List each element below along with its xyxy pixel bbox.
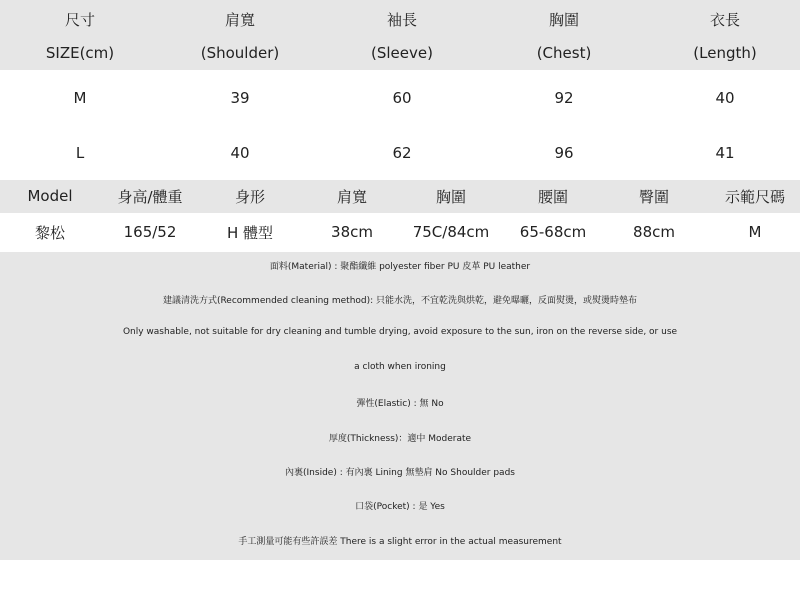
model-header-body-shape: 身形 (234, 187, 266, 206)
washing-en-line: Only washable, not suitable for dry cleaning and tumble drying, avoid exposure to the sun, iron on the reverse side, or use (122, 327, 678, 337)
model-height-weight: 165/52 (123, 223, 177, 241)
model-header-size-worn: 示範尺碼 (724, 187, 786, 206)
size-header-zh-row (0, 2, 800, 36)
size-header-en-size: SIZE(cm) (45, 44, 115, 62)
size-header-en-sleeve: (Sleeve) (371, 44, 433, 62)
size-header-zh-shoulder: 肩寬 (224, 10, 256, 29)
sleeve-value: 62 (392, 144, 412, 162)
model-size-worn: M (748, 223, 762, 241)
size-header-zh-size: 尺寸 (64, 10, 96, 29)
model-waist: 65-68cm (519, 223, 587, 241)
measurement-note: 手工測量可能有些許誤差 There is a slight error in the actual measurement (238, 537, 562, 547)
size-header-en-shoulder: (Shoulder) (200, 44, 280, 62)
model-header-height-weight: 身高/體重 (117, 187, 183, 206)
model-header-waist: 腰圍 (537, 187, 569, 206)
washing-en-line-2: a cloth when ironing (354, 362, 446, 372)
inside-line: 內裏(Inside) : 有內裏 Lining 無墊肩 No Shoulder pads (285, 468, 515, 478)
size-header-zh-length: 衣長 (709, 10, 741, 29)
size-header-en-chest: (Chest) (536, 44, 592, 62)
model-body-shape: H 體型 (226, 223, 274, 242)
model-header-row (0, 179, 800, 213)
size-header-en-row (0, 36, 800, 70)
model-name: 黎松 (34, 223, 66, 242)
size-row-m (0, 81, 800, 115)
size-header-en-length: (Length) (693, 44, 757, 62)
elastic-line: 彈性(Elastic) : 無 No (356, 399, 444, 409)
chest-value: 96 (554, 144, 574, 162)
pocket-line: 口袋(Pocket) : 是 Yes (355, 502, 445, 512)
model-shoulder: 38cm (331, 223, 373, 241)
shoulder-value: 40 (230, 144, 250, 162)
model-header-shoulder: 肩寬 (336, 187, 368, 206)
washing-line: 建議清洗方式(Recommended cleaning method): 只能水洗，不宜乾洗與烘乾，避免曝曬，反面熨燙，或熨燙時墊布 (162, 296, 638, 306)
model-data-row (0, 215, 800, 249)
length-value: 40 (715, 89, 735, 107)
size-header-zh-chest: 胸圍 (548, 10, 580, 29)
length-value: 41 (715, 144, 735, 162)
model-header-chest: 胸圍 (435, 187, 467, 206)
model-header-hip: 臀圍 (638, 187, 670, 206)
size-row-l (0, 136, 800, 170)
model-hip: 88cm (633, 223, 675, 241)
shoulder-value: 39 (230, 89, 250, 107)
model-chest: 75C/84cm (412, 223, 490, 241)
size-label: L (75, 144, 85, 162)
model-header-model: Model (27, 187, 73, 205)
size-header-zh-sleeve: 袖長 (386, 10, 418, 29)
chest-value: 92 (554, 89, 574, 107)
material-line: 面料(Material) : 聚酯纖維 polyester fiber PU 皮革 PU leather (269, 262, 531, 272)
sleeve-value: 60 (392, 89, 412, 107)
size-label: M (73, 89, 87, 107)
thickness-line: 厚度(Thickness)：適中 Moderate (328, 434, 472, 444)
